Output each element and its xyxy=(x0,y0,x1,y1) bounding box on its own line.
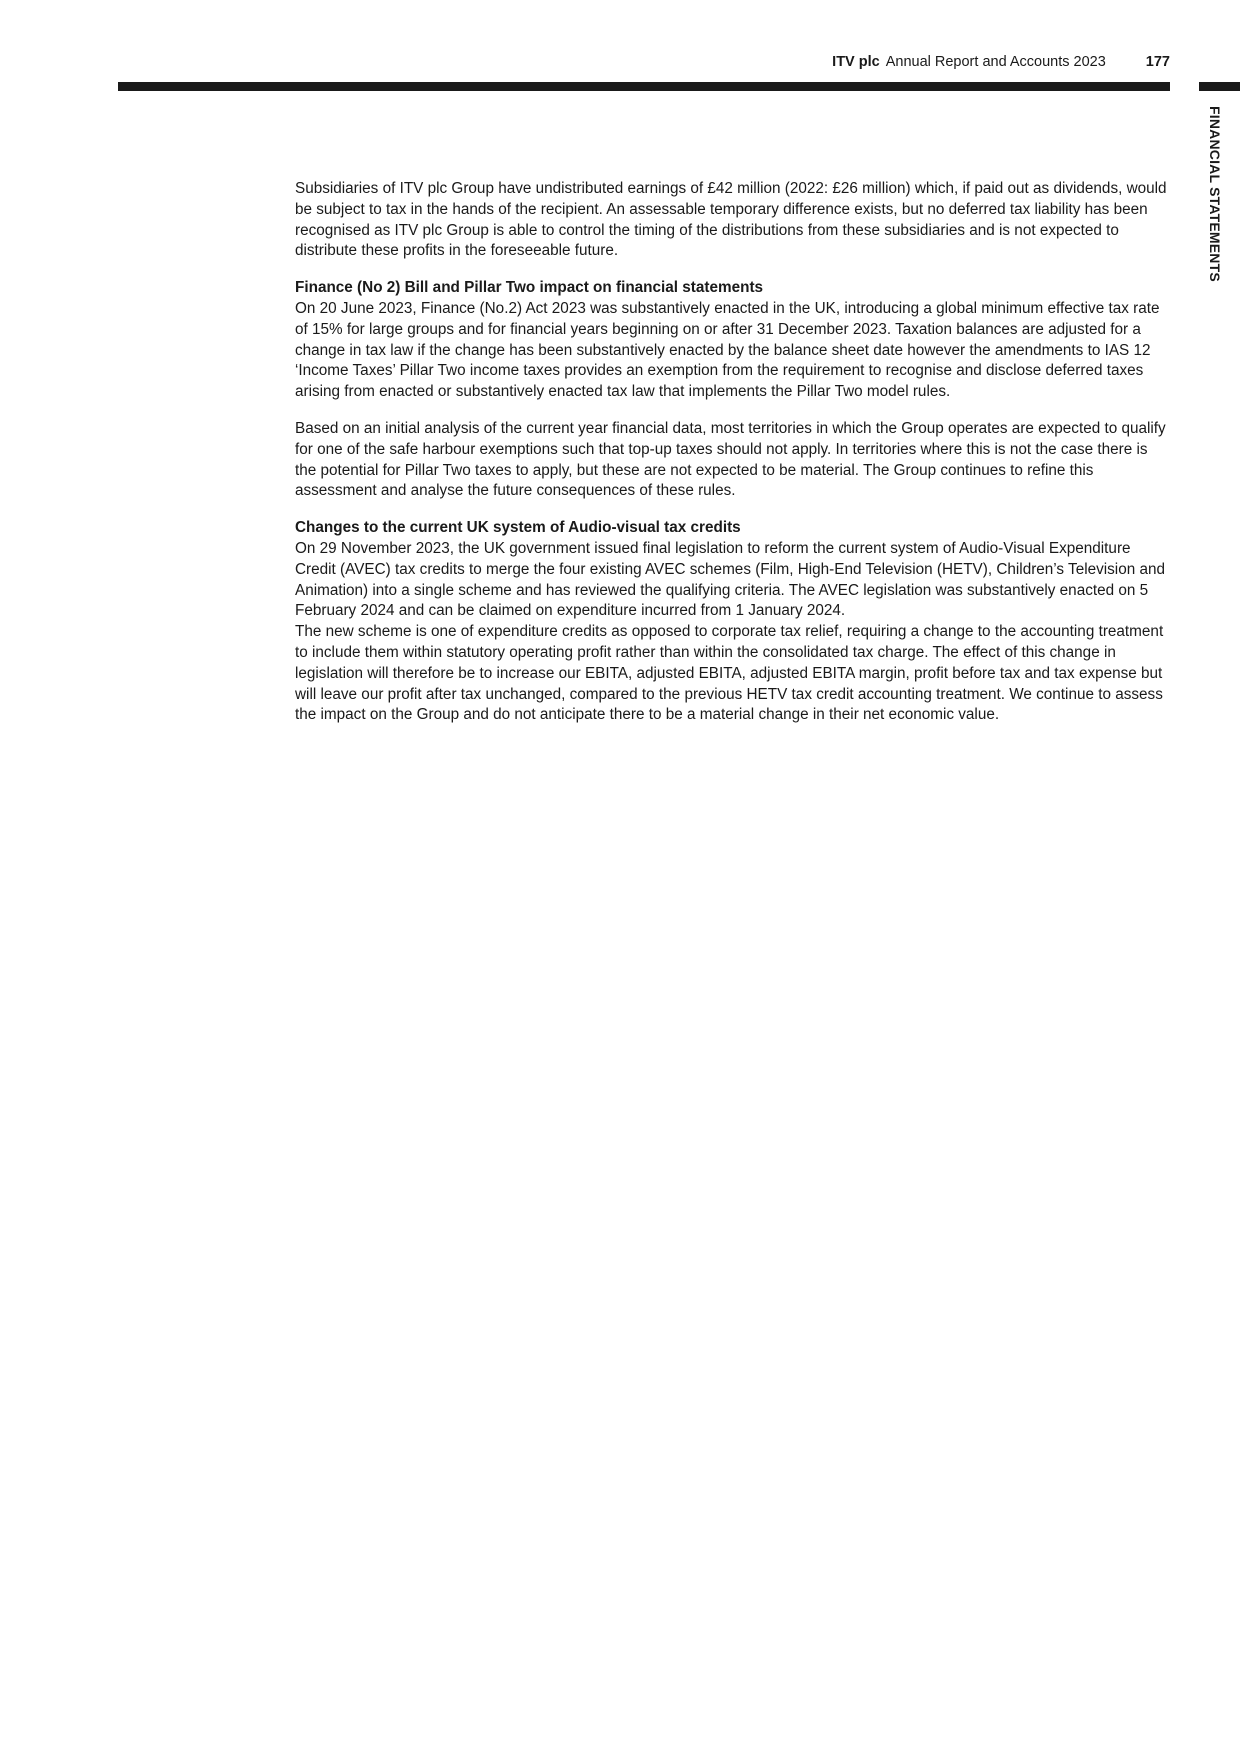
avec-paragraph-2: The new scheme is one of expenditure credits as opposed to corporate tax relief, requiring a change to the accounting treatment to include them within statutory operating profit rather than within the consolidated tax charge. The effect of this change in legislation will therefore be to increase our EBITA, adjusted EBITA, adjusted EBITA margin, profit before tax and tax expense but will leave our profit after tax unchanged, compared to the previous HETV tax credit accounting treatment. We continue to assess the impact on the Group and do not anticipate there to be a material change in their net economic value. xyxy=(295,623,1164,724)
avec-paragraph-1: On 29 November 2023, the UK government issued final legislation to reform the current system of Audio-Visual Expenditure Credit (AVEC) tax credits to merge the four existing AVEC schemes (Film, High-End Television (HETV), Children’s Television and Animation) into a single scheme and has reviewed the qualifying criteria. The AVEC legislation was substantively enacted on 5 February 2024 and can be claimed on expenditure incurred from 1 January 2024. xyxy=(295,539,1165,620)
publication-title: Annual Report and Accounts 2023 xyxy=(885,54,1106,70)
pillar-two-heading: Finance (No 2) Bill and Pillar Two impact on financial statements xyxy=(295,279,764,297)
section-marker xyxy=(1199,82,1240,91)
page-number: 177 xyxy=(1145,54,1170,70)
pillar-two-paragraph-1: On 20 June 2023, Finance (No.2) Act 2023 was substantively enacted in the UK, introducing a global minimum effective tax rate of 15% for large groups and for financial years beginning on or after 31 December 2023. Taxation balances are adjusted for a change in tax law if the change has been substantively enacted by the balance sheet date however the amendments to IAS 12 ‘Income Taxes’ Pillar Two income taxes provides an exemption from the requirement to recognise and disclose deferred taxes arising from enacted or substantively enacted tax law that implements the Pillar Two model rules. xyxy=(295,299,1160,401)
running-header xyxy=(570,52,1170,72)
main-content xyxy=(295,179,1171,742)
header-rule xyxy=(118,82,1170,91)
pillar-two-paragraph-2: Based on an initial analysis of the current year financial data, most territories in which the Group operates are expected to qualify for one of the safe harbour exemptions such that top-up taxes should not apply. In territories where this is not the case there is the potential for Pillar Two taxes to apply, but these are not expected to be material. The Group continues to refine this assessment and analyse the future consequences of these rules. xyxy=(295,419,1166,500)
section-tab: FINANCIAL STATEMENTS xyxy=(1207,106,1223,282)
company-name: ITV plc xyxy=(832,54,880,70)
avec-heading: Changes to the current UK system of Audio-visual tax credits xyxy=(295,519,741,537)
intro-paragraph: Subsidiaries of ITV plc Group have undistributed earnings of £42 million (2022: £26 million) which, if paid out as dividends, would be subject to tax in the hands of the recipient. An assessable temporary difference exists, but no deferred tax liability has been recognised as ITV plc Group is able to control the timing of the distributions from these subsidiaries and is not expected to distribute these profits in the foreseeable future. xyxy=(295,180,1167,260)
pillar-two-section xyxy=(295,278,1171,502)
avec-section xyxy=(295,518,1171,726)
